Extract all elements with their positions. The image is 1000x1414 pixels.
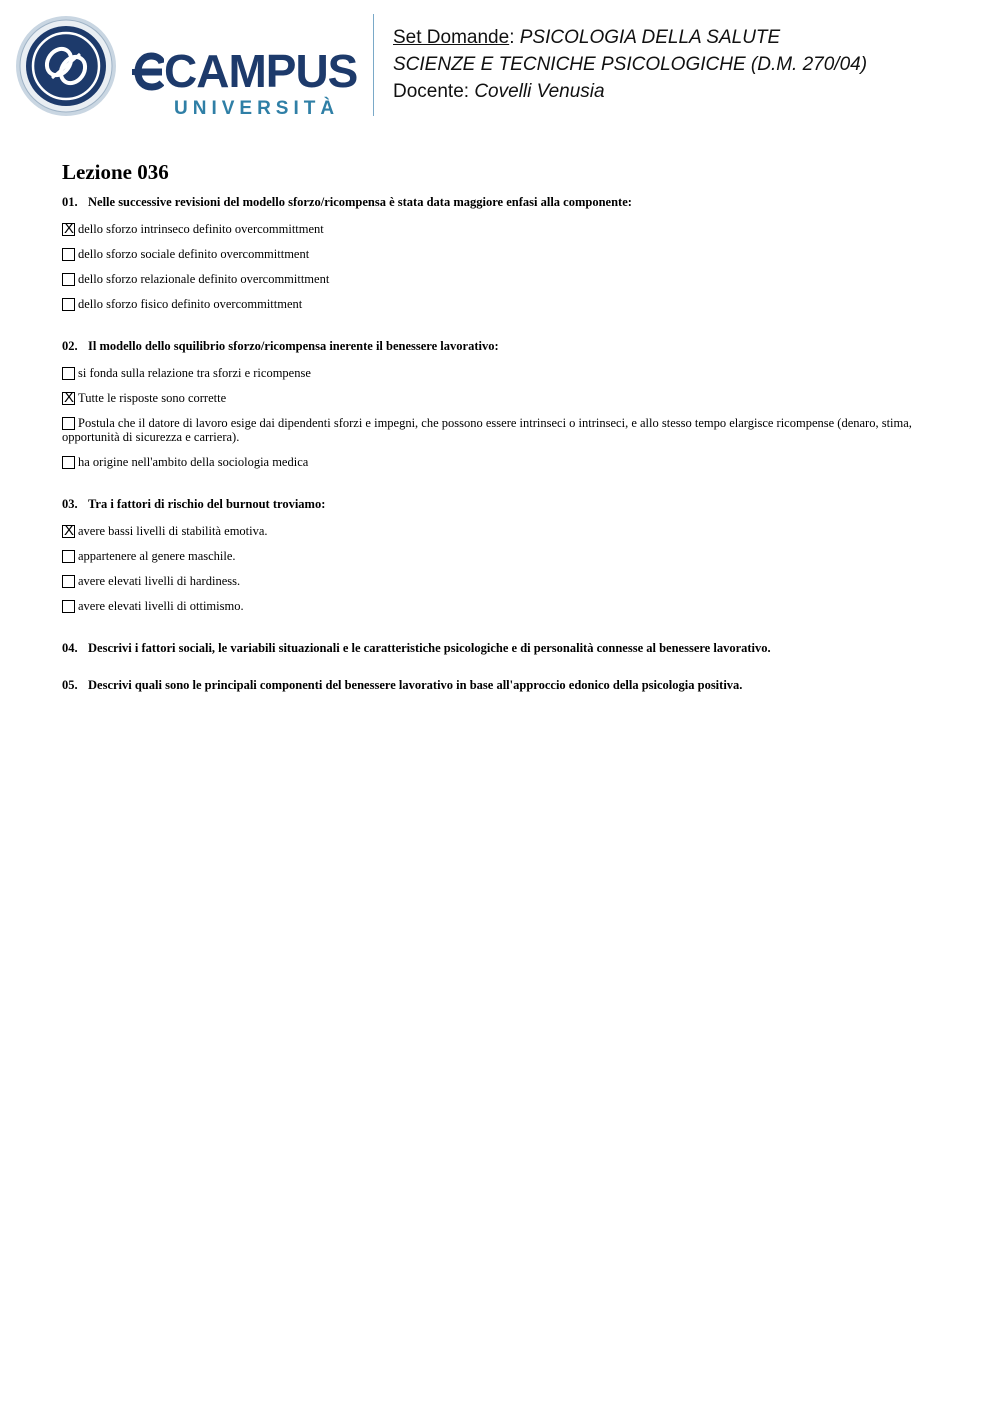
answer-option <box>62 455 932 469</box>
brand-subtitle: UNIVERSITÀ <box>174 98 340 119</box>
header-info <box>393 24 867 105</box>
answer-option <box>62 574 932 588</box>
answer-checkbox[interactable] <box>62 248 75 261</box>
brand-name: CAMPUS <box>164 45 358 97</box>
answer-text: si fonda sulla relazione tra sforzi e ricompense <box>78 366 311 380</box>
check-x-icon: X <box>63 389 74 406</box>
question-number: 04. <box>62 641 78 655</box>
answer-text: dello sforzo relazionale definito overcommittment <box>78 272 330 286</box>
answer-option <box>62 297 932 311</box>
answer-text: avere elevati livelli di ottimismo. <box>78 599 244 613</box>
answer-checkbox[interactable] <box>62 575 75 588</box>
answer-option <box>62 272 932 286</box>
question-number: 01. <box>62 195 78 209</box>
degree-name: SCIENZE E TECNICHE PSICOLOGICHE (D.M. 270/04) <box>393 54 868 75</box>
question-number: 02. <box>62 339 78 353</box>
check-x-icon: X <box>63 522 74 539</box>
set-label: Set Domande <box>393 27 510 48</box>
docente-line <box>393 78 867 105</box>
question-text: Tra i fattori di rischio del burnout troviamo: <box>88 497 326 511</box>
answer-text: dello sforzo sociale definito overcommittment <box>78 247 310 261</box>
degree-line <box>393 51 867 78</box>
ecampus-logo <box>14 14 359 118</box>
answer-option <box>62 222 932 236</box>
question-title <box>62 497 932 512</box>
answer-option <box>62 391 932 405</box>
answer-option <box>62 524 932 538</box>
university-seal-icon <box>14 14 118 118</box>
question-block <box>62 497 932 613</box>
quiz-content <box>62 160 932 715</box>
question-number: 05. <box>62 678 78 692</box>
page-header <box>0 0 1000 125</box>
question-text: Nelle successive revisioni del modello sforzo/ricompensa è stata data maggiore enfasi alla componente: <box>88 195 632 209</box>
answer-option <box>62 599 932 613</box>
question-text: Descrivi i fattori sociali, le variabili situazionali e le caratteristiche psicologiche e di personalità connesse al benessere lavorativo. <box>88 641 771 655</box>
answer-option <box>62 247 932 261</box>
answer-text: avere bassi livelli di stabilità emotiva. <box>78 524 268 538</box>
answer-checkbox-checked[interactable] <box>62 220 75 237</box>
question-title <box>62 641 932 656</box>
question-title <box>62 195 932 210</box>
answer-text: Tutte le risposte sono corrette <box>78 391 227 405</box>
question-title <box>62 339 932 354</box>
question-block <box>62 195 932 311</box>
answer-checkbox[interactable] <box>62 456 75 469</box>
answer-text: ha origine nell'ambito della sociologia medica <box>78 455 309 469</box>
answer-text: appartenere al genere maschile. <box>78 549 236 563</box>
question-block <box>62 641 932 656</box>
answer-option <box>62 366 932 380</box>
answer-checkbox[interactable] <box>62 600 75 613</box>
answer-text: dello sforzo intrinseco definito overcommittment <box>78 222 324 236</box>
answer-checkbox[interactable] <box>62 550 75 563</box>
lesson-title: Lezione 036 <box>62 160 169 184</box>
ecampus-e-icon <box>132 50 164 92</box>
docente-name: Covelli Venusia <box>474 81 605 102</box>
set-separator: : <box>509 27 515 48</box>
docente-label: Docente: <box>393 81 470 102</box>
question-text: Il modello dello squilibrio sforzo/ricompensa inerente il benessere lavorativo: <box>88 339 499 353</box>
question-number: 03. <box>62 497 78 511</box>
answer-checkbox-checked[interactable] <box>62 522 75 539</box>
answer-text: Postula che il datore di lavoro esige dai dipendenti sforzi e impegni, che possono essere intrinseci o intrinseci, e allo stesso tempo elargisce ricompense (denaro, stima, opportunità di sicurezza e carriera). <box>62 416 912 444</box>
set-line <box>393 24 867 51</box>
header-divider <box>373 14 374 116</box>
answer-checkbox[interactable] <box>62 417 75 430</box>
answer-checkbox-checked[interactable] <box>62 389 75 406</box>
question-block <box>62 339 932 469</box>
answer-checkbox[interactable] <box>62 367 75 380</box>
question-title <box>62 678 932 693</box>
answer-text: avere elevati livelli di hardiness. <box>78 574 241 588</box>
check-x-icon: X <box>63 220 74 237</box>
answer-text: dello sforzo fisico definito overcommittment <box>78 297 303 311</box>
question-text: Descrivi quali sono le principali componenti del benessere lavorativo in base all'approccio edonico della psicologia positiva. <box>88 678 743 692</box>
answer-checkbox[interactable] <box>62 273 75 286</box>
answer-checkbox[interactable] <box>62 298 75 311</box>
answer-option <box>62 549 932 563</box>
question-block <box>62 678 932 693</box>
course-name: PSICOLOGIA DELLA SALUTE <box>519 27 781 48</box>
answer-option <box>62 416 932 444</box>
